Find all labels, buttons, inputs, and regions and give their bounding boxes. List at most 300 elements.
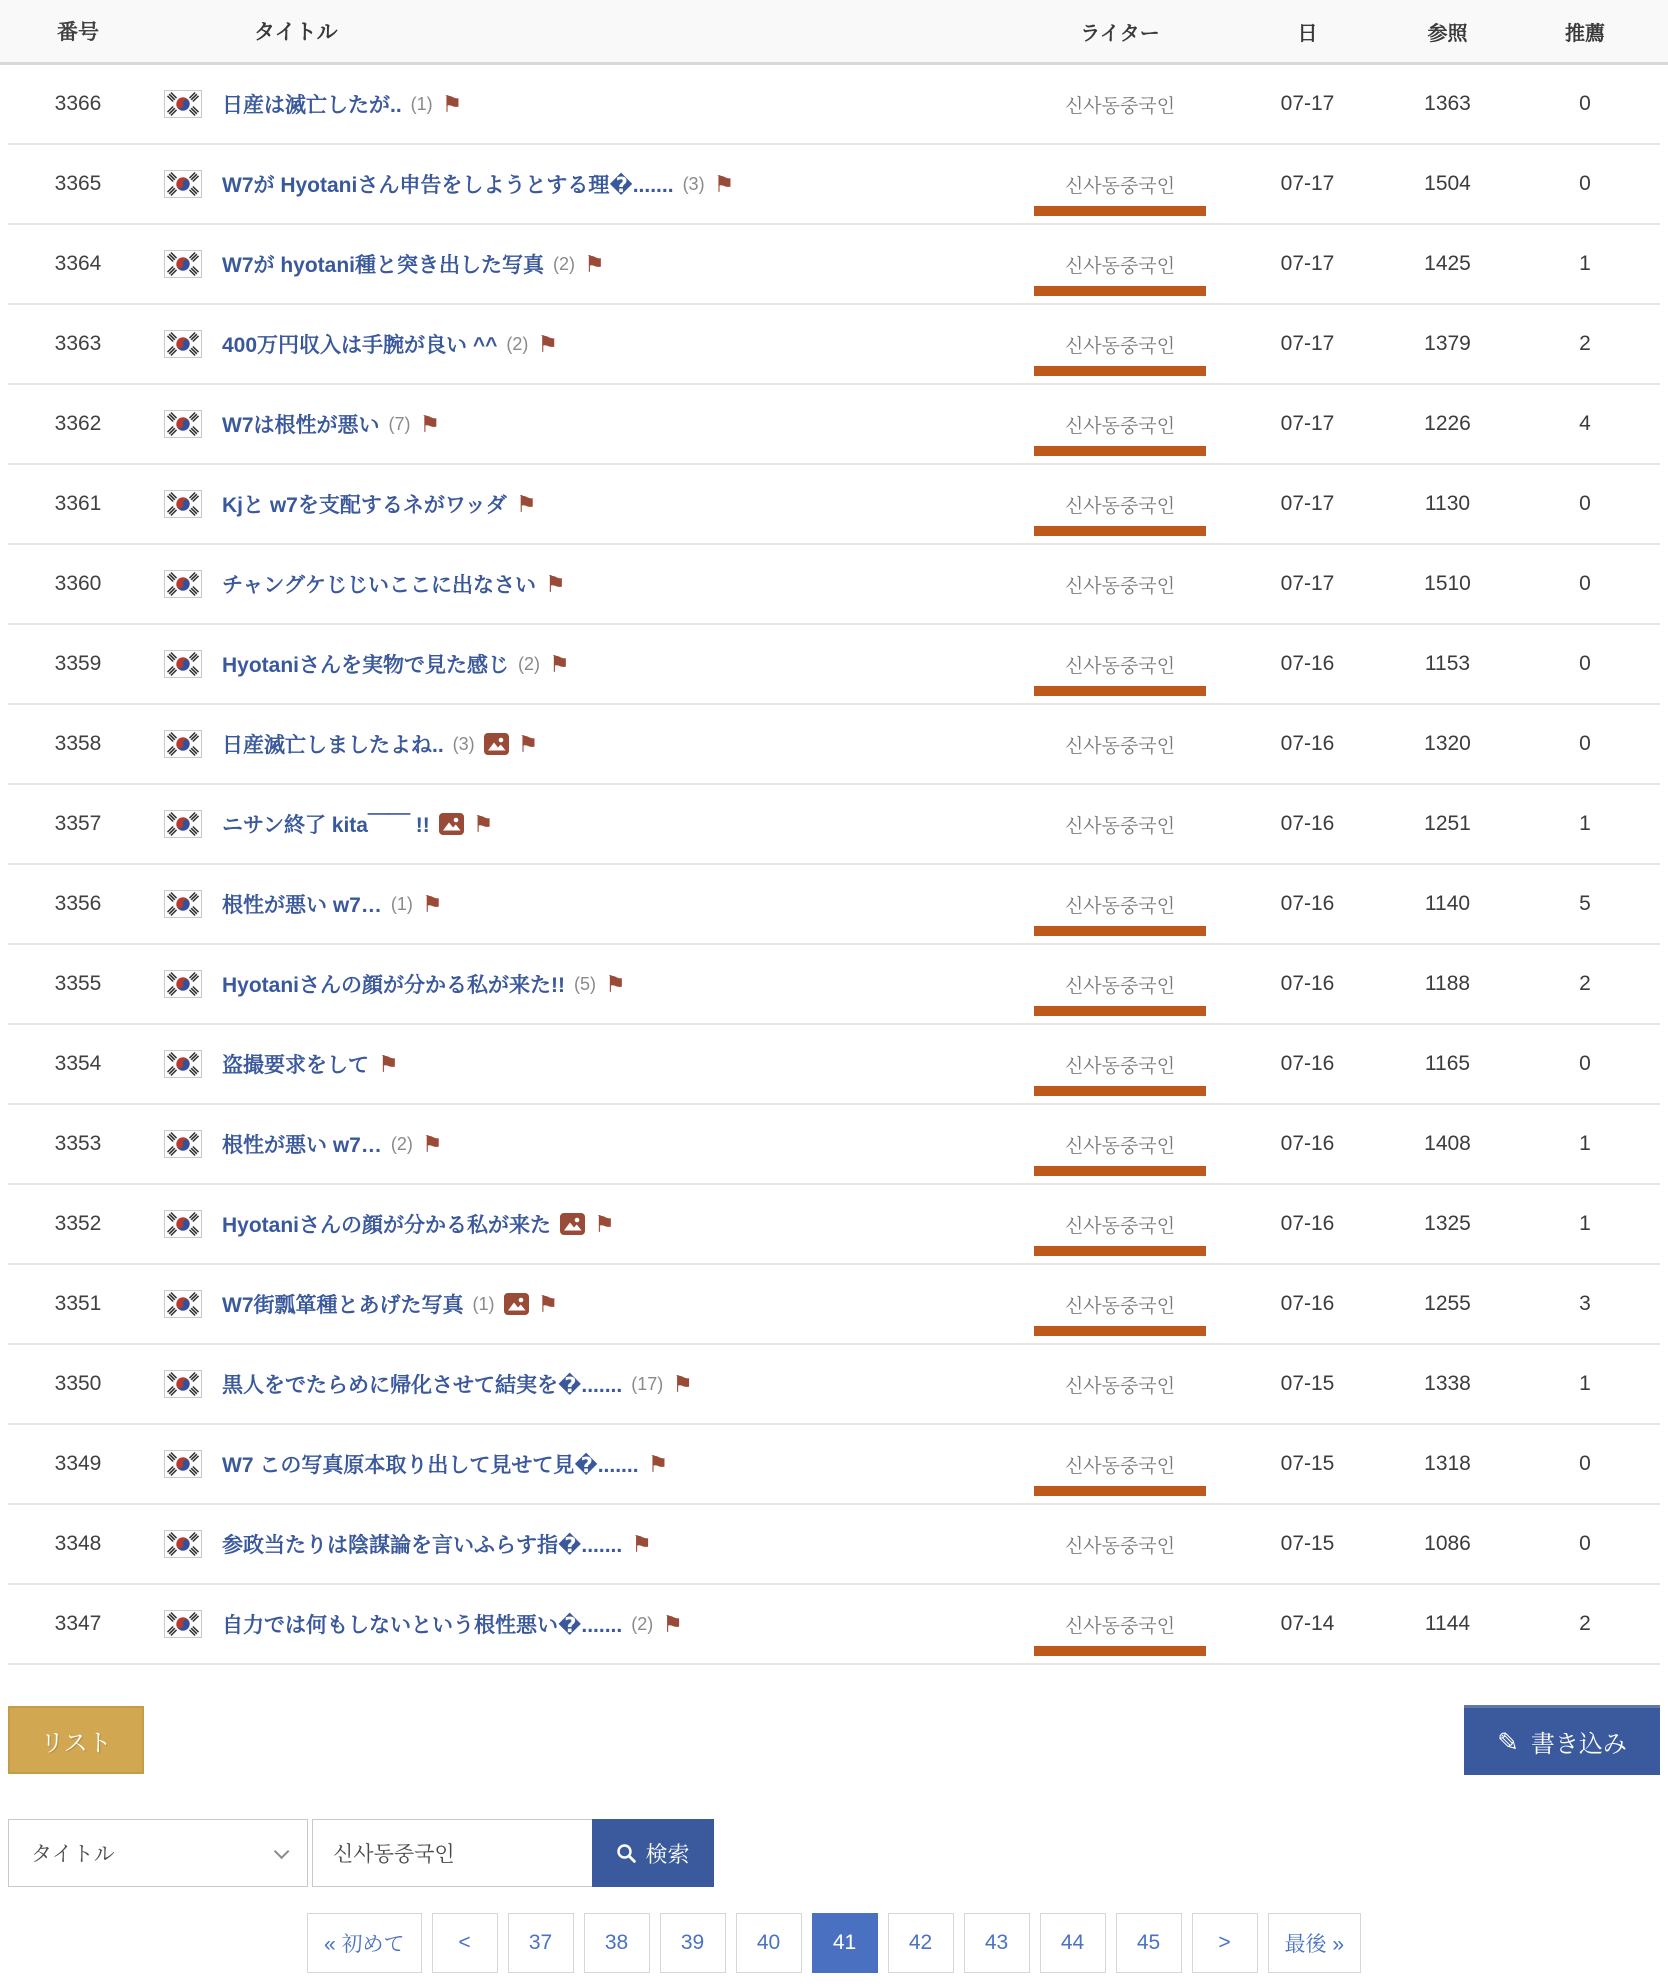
post-date: 07-17 <box>1280 92 1335 115</box>
recommend-count: 0 <box>1579 172 1591 195</box>
column-header-views: 参照 <box>1427 22 1468 45</box>
writer-name[interactable]: 신사동중국인 <box>1064 1375 1176 1397</box>
view-count: 1379 <box>1424 332 1471 355</box>
column-header-number: 番号 <box>57 21 99 44</box>
writer-cell <box>1010 465 1230 543</box>
flag-cell <box>148 1530 218 1558</box>
recommend-count: 2 <box>1579 972 1591 995</box>
korea-flag-icon <box>164 1210 202 1238</box>
writer-name[interactable]: 신사동중국인 <box>1064 255 1176 277</box>
page-last-button[interactable]: 最後 » <box>1268 1913 1362 1973</box>
post-date: 07-16 <box>1280 652 1335 675</box>
korea-flag-icon <box>164 490 202 518</box>
row-number: 3347 <box>54 1612 102 1635</box>
flag-cell <box>148 170 218 198</box>
image-icon <box>439 813 464 835</box>
report-flag-icon: ⚑ <box>631 1530 652 1557</box>
writer-cell <box>1010 945 1230 1023</box>
post-title-link[interactable]: 根性が悪い w7… <box>222 1134 382 1157</box>
report-flag-icon: ⚑ <box>421 1130 443 1157</box>
writer-cell <box>1010 865 1230 943</box>
writer-cell <box>1010 225 1230 303</box>
view-count: 1226 <box>1424 412 1471 435</box>
row-number: 3366 <box>54 92 102 115</box>
writer-name[interactable]: 신사동중국인 <box>1064 1215 1176 1237</box>
recommend-count: 4 <box>1579 412 1591 435</box>
writer-name[interactable]: 신사동중국인 <box>1064 1615 1176 1637</box>
page-number-40[interactable]: 40 <box>736 1913 802 1973</box>
actions-bar <box>8 1705 1660 1775</box>
recommend-count: 0 <box>1579 652 1591 675</box>
post-date: 07-17 <box>1280 492 1335 515</box>
table-row <box>8 1025 1660 1105</box>
post-date: 07-14 <box>1280 1612 1335 1635</box>
column-header-recommend: 推薦 <box>1565 22 1605 45</box>
table-header-row <box>0 0 1668 65</box>
image-icon <box>504 1293 529 1315</box>
recommend-count: 0 <box>1579 1052 1591 1075</box>
flag-cell <box>148 1210 218 1238</box>
writer-cell <box>1010 1425 1230 1503</box>
writer-name[interactable]: 신사동중국인 <box>1064 1055 1176 1077</box>
flag-cell <box>148 970 218 998</box>
report-flag-icon: ⚑ <box>419 410 441 437</box>
post-date: 07-16 <box>1280 1052 1335 1075</box>
korea-flag-icon <box>164 1450 202 1478</box>
recommend-count: 0 <box>1579 492 1591 515</box>
recommend-count: 2 <box>1579 332 1591 355</box>
table-row <box>8 1105 1660 1185</box>
writer-name[interactable]: 신사동중국인 <box>1064 1535 1176 1557</box>
title-cell <box>218 489 1010 519</box>
post-date: 07-17 <box>1280 412 1335 435</box>
title-cell <box>218 169 1010 199</box>
row-number: 3362 <box>54 412 102 435</box>
korea-flag-icon <box>164 1290 202 1318</box>
row-number: 3350 <box>54 1372 102 1395</box>
writer-name[interactable]: 신사동중국인 <box>1064 175 1176 197</box>
post-date: 07-16 <box>1280 732 1335 755</box>
title-cell <box>218 1449 1010 1479</box>
writer-underline <box>1034 526 1206 536</box>
post-title-link[interactable]: 盗撮要求をして <box>222 1054 369 1077</box>
title-cell <box>218 969 1010 999</box>
search-button-label: 検索 <box>645 1841 690 1867</box>
writer-name[interactable]: 신사동중국인 <box>1064 815 1176 837</box>
view-count: 1325 <box>1424 1212 1471 1235</box>
row-number: 3348 <box>54 1532 102 1555</box>
writer-cell <box>1010 1185 1230 1263</box>
writer-cell <box>1010 1505 1230 1583</box>
report-flag-icon: ⚑ <box>421 890 443 917</box>
report-flag-icon: ⚑ <box>537 1290 559 1317</box>
writer-name[interactable]: 신사동중국인 <box>1064 495 1176 517</box>
writer-underline <box>1034 446 1206 456</box>
view-count: 1086 <box>1424 1532 1471 1555</box>
title-cell <box>218 1129 1010 1159</box>
post-title-link[interactable]: Hyotaniさんを実物で見た感じ <box>222 654 510 677</box>
korea-flag-icon <box>164 890 202 918</box>
report-flag-icon: ⚑ <box>378 1050 399 1077</box>
writer-name[interactable]: 신사동중국인 <box>1064 895 1176 917</box>
writer-underline <box>1034 686 1206 696</box>
comment-count: (1) <box>410 93 433 114</box>
table-row <box>8 1585 1660 1665</box>
flag-cell <box>148 490 218 518</box>
title-cell <box>218 249 1010 279</box>
pencil-icon: ✎ <box>1497 1726 1519 1757</box>
view-count: 1408 <box>1424 1132 1471 1155</box>
flag-cell <box>148 1290 218 1318</box>
korea-flag-icon <box>164 330 202 358</box>
report-flag-icon: ⚑ <box>515 490 537 517</box>
search-icon <box>616 1843 636 1863</box>
korea-flag-icon <box>164 90 202 118</box>
writer-name[interactable]: 신사동중국인 <box>1064 335 1176 357</box>
flag-cell <box>148 1050 218 1078</box>
flag-cell <box>148 1450 218 1478</box>
writer-underline <box>1034 1486 1206 1496</box>
recommend-count: 0 <box>1579 572 1591 595</box>
recommend-count: 1 <box>1579 252 1591 275</box>
korea-flag-icon <box>164 250 202 278</box>
table-row <box>8 305 1660 385</box>
flag-cell <box>148 810 218 838</box>
korea-flag-icon <box>164 1050 202 1078</box>
page-prev-button[interactable]: < <box>432 1913 498 1973</box>
comment-count: (17) <box>631 1373 664 1394</box>
flag-cell <box>148 330 218 358</box>
post-title-link[interactable]: W7が Hyotaniさん申告をしようとする理�....... <box>222 174 674 197</box>
recommend-count: 1 <box>1579 1372 1591 1395</box>
view-count: 1504 <box>1424 172 1471 195</box>
post-date: 07-16 <box>1280 892 1335 915</box>
view-count: 1165 <box>1424 1052 1471 1075</box>
korea-flag-icon <box>164 170 202 198</box>
page-next-button[interactable]: > <box>1192 1913 1258 1973</box>
view-count: 1251 <box>1424 812 1471 835</box>
view-count: 1130 <box>1424 492 1471 515</box>
row-number: 3354 <box>54 1052 102 1075</box>
table-row <box>8 545 1660 625</box>
column-header-title: タイトル <box>254 21 338 44</box>
recommend-count: 1 <box>1579 1212 1591 1235</box>
comment-count: (2) <box>518 653 541 674</box>
recommend-count: 2 <box>1579 1612 1591 1635</box>
chevron-down-icon <box>274 1843 290 1859</box>
title-cell <box>218 1209 1010 1239</box>
writer-underline <box>1034 1326 1206 1336</box>
comment-count: (3) <box>452 733 475 754</box>
flag-cell <box>148 890 218 918</box>
page-number-45[interactable]: 45 <box>1116 1913 1182 1973</box>
row-number: 3352 <box>54 1212 102 1235</box>
table-row <box>8 1345 1660 1425</box>
post-title-link[interactable]: W7は根性が悪い <box>222 414 380 437</box>
post-title-link[interactable]: W7が hyotani種と突き出した写真 <box>222 254 545 277</box>
view-count: 1363 <box>1424 92 1471 115</box>
row-number: 3349 <box>54 1452 102 1475</box>
recommend-count: 0 <box>1579 92 1591 115</box>
writer-name[interactable]: 신사동중국인 <box>1064 1135 1176 1157</box>
title-cell <box>218 1529 1010 1559</box>
page-number-37[interactable]: 37 <box>508 1913 574 1973</box>
title-cell <box>218 889 1010 919</box>
view-count: 1425 <box>1424 252 1471 275</box>
page-first-button[interactable]: « 初めて <box>307 1913 422 1973</box>
comment-count: (1) <box>390 893 413 914</box>
flag-cell <box>148 570 218 598</box>
korea-flag-icon <box>164 410 202 438</box>
title-cell <box>218 1049 1010 1079</box>
post-title-link[interactable]: 黒人をでたらめに帰化させて結実を�....... <box>222 1374 623 1397</box>
table-row <box>8 1265 1660 1345</box>
flag-cell <box>148 730 218 758</box>
writer-cell <box>1010 625 1230 703</box>
view-count: 1510 <box>1424 572 1471 595</box>
view-count: 1153 <box>1424 652 1471 675</box>
writer-name[interactable]: 신사동중국인 <box>1064 1455 1176 1477</box>
page-number-39[interactable]: 39 <box>660 1913 726 1973</box>
writer-cell <box>1010 705 1230 783</box>
table-row <box>8 65 1660 145</box>
report-flag-icon: ⚑ <box>584 250 605 277</box>
row-number: 3363 <box>54 332 102 355</box>
flag-cell <box>148 650 218 678</box>
writer-cell <box>1010 65 1230 143</box>
write-button-label: 書き込み <box>1530 1731 1627 1758</box>
korea-flag-icon <box>164 570 202 598</box>
flag-cell <box>148 1370 218 1398</box>
report-flag-icon: ⚑ <box>647 1450 669 1477</box>
comment-count: (3) <box>682 173 705 194</box>
korea-flag-icon <box>164 730 202 758</box>
korea-flag-icon <box>164 1530 202 1558</box>
writer-cell <box>1010 385 1230 463</box>
writer-name[interactable]: 신사동중국인 <box>1064 655 1176 677</box>
table-row <box>8 145 1660 225</box>
report-flag-icon: ⚑ <box>672 1370 693 1397</box>
table-row <box>8 1505 1660 1585</box>
table-row <box>8 625 1660 705</box>
search-button[interactable] <box>592 1819 714 1887</box>
post-date: 07-16 <box>1280 972 1335 995</box>
post-title-link[interactable]: 400万円収入は手腕が良い ^^ <box>222 334 498 357</box>
pagination <box>8 1913 1660 1987</box>
title-cell <box>218 1369 1010 1399</box>
post-title-link[interactable]: 参政当たりは陰謀論を言いふらす指�....... <box>222 1534 623 1557</box>
recommend-count: 3 <box>1579 1292 1591 1315</box>
image-icon <box>560 1213 585 1235</box>
column-header-writer: ライター <box>1080 22 1160 45</box>
writer-underline <box>1034 1246 1206 1256</box>
writer-name[interactable]: 신사동중국인 <box>1064 735 1176 757</box>
page-number-38[interactable]: 38 <box>584 1913 650 1973</box>
comment-count: (2) <box>631 1613 654 1634</box>
title-cell <box>218 569 1010 599</box>
search-category-select[interactable] <box>8 1819 308 1887</box>
post-title-link[interactable]: ニサン終了 kita￣￣ !! <box>222 814 430 837</box>
comment-count: (7) <box>388 413 411 434</box>
row-number: 3359 <box>54 652 102 675</box>
view-count: 1318 <box>1424 1452 1471 1475</box>
post-title-link[interactable]: W7街瓢箪種とあげた写真 <box>222 1294 464 1317</box>
korea-flag-icon <box>164 810 202 838</box>
post-title-link[interactable]: Hyotaniさんの顔が分かる私が来た!! <box>222 974 565 997</box>
title-cell <box>218 649 1010 679</box>
post-date: 07-16 <box>1280 1292 1335 1315</box>
view-count: 1338 <box>1424 1372 1471 1395</box>
table-row <box>8 1425 1660 1505</box>
search-category-value: タイトル <box>31 1843 115 1866</box>
writer-name[interactable]: 신사동중국인 <box>1064 975 1176 997</box>
page-number-42[interactable]: 42 <box>888 1913 954 1973</box>
comment-count: (2) <box>390 1133 413 1154</box>
report-flag-icon: ⚑ <box>594 1210 615 1237</box>
writer-underline <box>1034 366 1206 376</box>
table-body <box>8 65 1660 1665</box>
post-date: 07-16 <box>1280 812 1335 835</box>
table-row <box>8 385 1660 465</box>
row-number: 3355 <box>54 972 102 995</box>
page-number-43[interactable]: 43 <box>964 1913 1030 1973</box>
post-date: 07-15 <box>1280 1372 1335 1395</box>
view-count: 1188 <box>1424 972 1471 995</box>
column-header-date: 日 <box>1297 22 1318 45</box>
table-row <box>8 225 1660 305</box>
report-flag-icon: ⚑ <box>544 570 566 597</box>
writer-cell <box>1010 1025 1230 1103</box>
post-title-link[interactable]: Kjと w7を支配するネがワッダ <box>222 494 507 517</box>
writer-name[interactable]: 신사동중국인 <box>1064 95 1176 117</box>
post-date: 07-15 <box>1280 1452 1335 1475</box>
view-count: 1255 <box>1424 1292 1471 1315</box>
title-cell <box>218 89 1010 119</box>
flag-cell <box>148 250 218 278</box>
writer-cell <box>1010 1105 1230 1183</box>
recommend-count: 0 <box>1579 732 1591 755</box>
image-icon <box>484 733 509 755</box>
page-number-41[interactable]: 41 <box>812 1913 878 1973</box>
row-number: 3356 <box>54 892 102 915</box>
title-cell <box>218 809 1010 839</box>
writer-cell <box>1010 1345 1230 1423</box>
post-title-link[interactable]: 日産滅亡しましたよね.. <box>222 734 444 757</box>
table-row <box>8 945 1660 1025</box>
recommend-count: 1 <box>1579 1132 1591 1155</box>
recommend-count: 0 <box>1579 1452 1591 1475</box>
writer-underline <box>1034 286 1206 296</box>
table-row <box>8 785 1660 865</box>
report-flag-icon: ⚑ <box>472 810 494 837</box>
row-number: 3358 <box>54 732 102 755</box>
report-flag-icon: ⚑ <box>713 170 735 197</box>
table-row <box>8 465 1660 545</box>
flag-cell <box>148 90 218 118</box>
row-number: 3365 <box>54 172 102 195</box>
post-date: 07-15 <box>1280 1532 1335 1555</box>
writer-underline <box>1034 1006 1206 1016</box>
comment-count: (5) <box>574 973 596 994</box>
recommend-count: 5 <box>1579 892 1591 915</box>
writer-name[interactable]: 신사동중국인 <box>1064 575 1176 597</box>
post-title-link[interactable]: Hyotaniさんの顔が分かる私が来た <box>222 1214 552 1237</box>
write-button[interactable] <box>1464 1705 1660 1775</box>
view-count: 1144 <box>1424 1612 1471 1635</box>
report-flag-icon: ⚑ <box>662 1610 683 1637</box>
row-number: 3357 <box>54 812 102 835</box>
title-cell <box>218 409 1010 439</box>
post-title-link[interactable]: W7 この写真原本取り出して見せて見�....... <box>222 1454 639 1477</box>
post-title-link[interactable]: 日産は滅亡したが.. <box>222 94 402 117</box>
row-number: 3361 <box>54 492 102 515</box>
report-flag-icon: ⚑ <box>441 90 463 117</box>
writer-cell <box>1010 545 1230 623</box>
page-number-44[interactable]: 44 <box>1040 1913 1106 1973</box>
view-count: 1140 <box>1424 892 1471 915</box>
report-flag-icon: ⚑ <box>537 330 559 357</box>
writer-cell <box>1010 1585 1230 1663</box>
table-row <box>8 1185 1660 1265</box>
list-button[interactable]: リスト <box>8 1706 144 1774</box>
writer-underline <box>1034 1086 1206 1096</box>
korea-flag-icon <box>164 970 202 998</box>
writer-underline <box>1034 206 1206 216</box>
report-flag-icon: ⚑ <box>517 730 539 757</box>
report-flag-icon: ⚑ <box>605 970 626 997</box>
post-date: 07-16 <box>1280 1132 1335 1155</box>
flag-cell <box>148 1610 218 1638</box>
flag-cell <box>148 1130 218 1158</box>
writer-cell <box>1010 1265 1230 1343</box>
view-count: 1320 <box>1424 732 1471 755</box>
post-date: 07-17 <box>1280 572 1335 595</box>
writer-cell <box>1010 785 1230 863</box>
table-row <box>8 705 1660 785</box>
row-number: 3364 <box>54 252 102 275</box>
writer-cell <box>1010 145 1230 223</box>
writer-cell <box>1010 305 1230 383</box>
post-date: 07-17 <box>1280 332 1335 355</box>
post-title-link[interactable]: チャングケじじいここに出なさい <box>222 574 536 597</box>
writer-underline <box>1034 1166 1206 1176</box>
recommend-count: 1 <box>1579 812 1591 835</box>
flag-cell <box>148 410 218 438</box>
korea-flag-icon <box>164 1610 202 1638</box>
search-bar <box>8 1819 1660 1887</box>
title-cell <box>218 729 1010 759</box>
post-title-link[interactable]: 自力では何もしないという根性悪い�....... <box>222 1614 623 1637</box>
search-input[interactable] <box>312 1819 592 1887</box>
post-date: 07-16 <box>1280 1212 1335 1235</box>
row-number: 3351 <box>54 1292 102 1315</box>
row-number: 3353 <box>54 1132 102 1155</box>
comment-count: (2) <box>553 253 576 274</box>
writer-underline <box>1034 926 1206 936</box>
recommend-count: 0 <box>1579 1532 1591 1555</box>
post-date: 07-17 <box>1280 252 1335 275</box>
korea-flag-icon <box>164 1130 202 1158</box>
korea-flag-icon <box>164 650 202 678</box>
comment-count: (1) <box>472 1293 495 1314</box>
row-number: 3360 <box>54 572 102 595</box>
writer-underline <box>1034 1646 1206 1656</box>
post-title-link[interactable]: 根性が悪い w7… <box>222 894 382 917</box>
report-flag-icon: ⚑ <box>549 650 570 677</box>
writer-name[interactable]: 신사동중국인 <box>1064 1295 1176 1317</box>
title-cell <box>218 1289 1010 1319</box>
writer-name[interactable]: 신사동중국인 <box>1064 415 1176 437</box>
